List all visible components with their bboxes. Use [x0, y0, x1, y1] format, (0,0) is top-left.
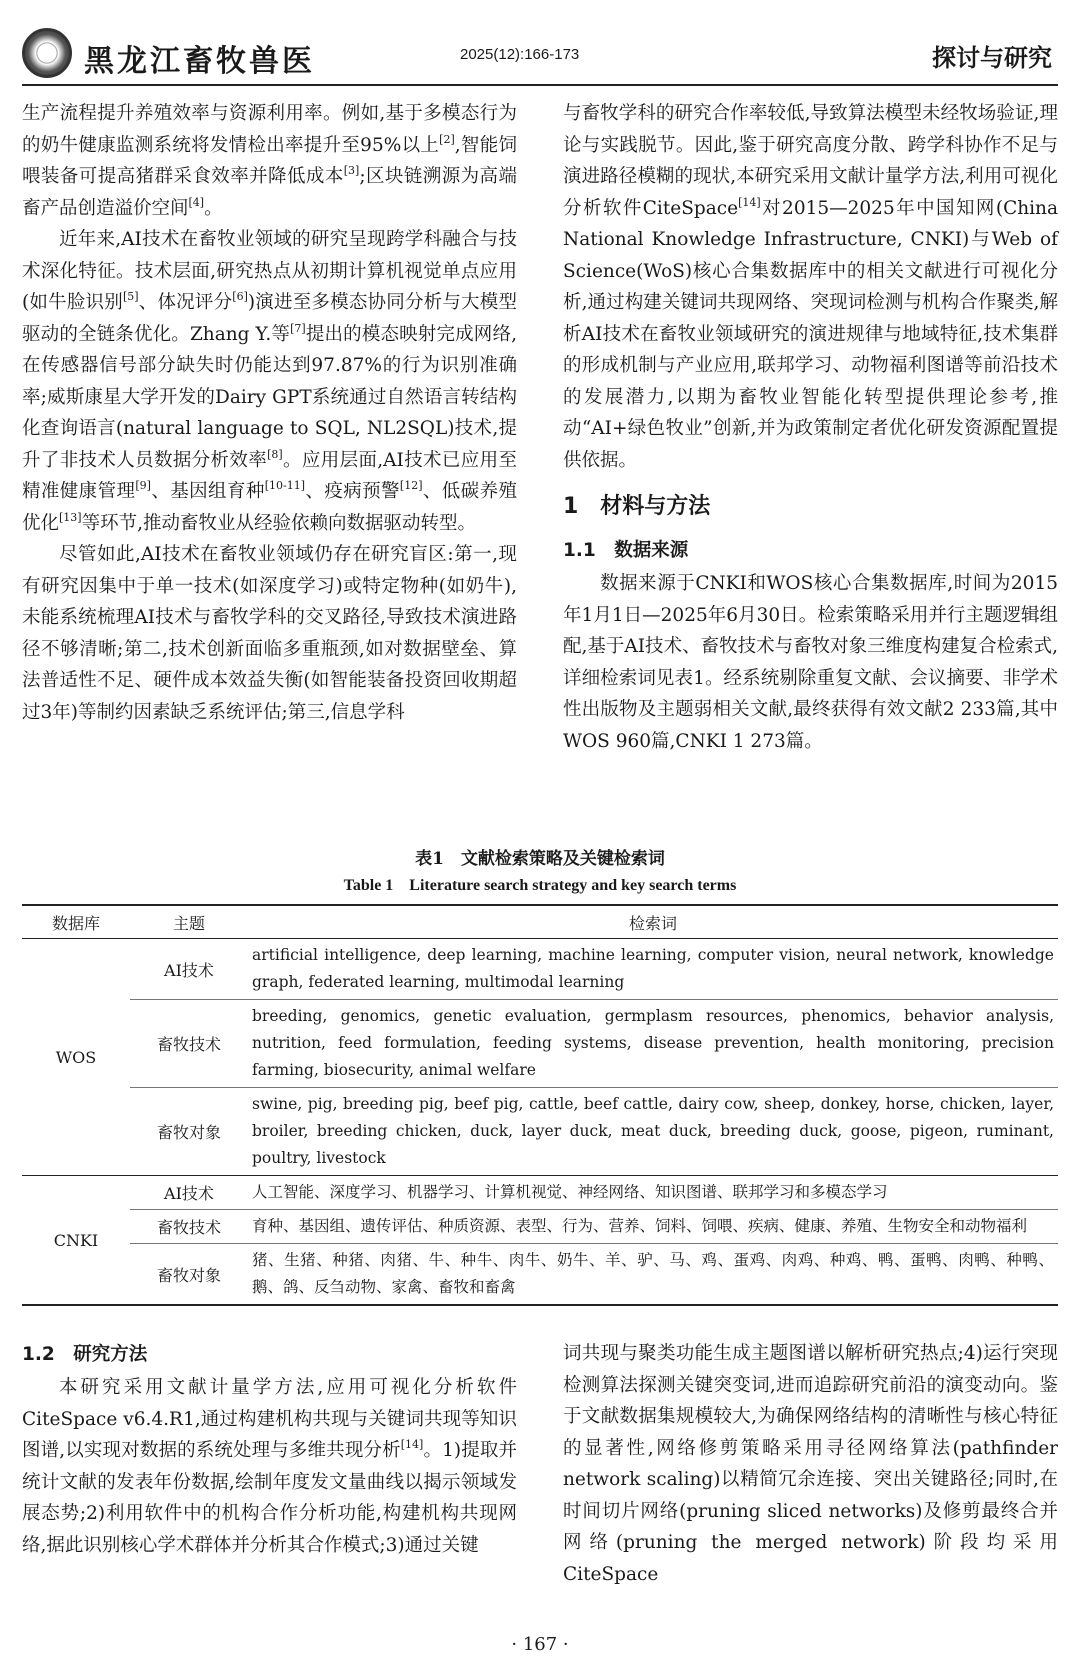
table-row [22, 1244, 1058, 1306]
topic-cell: AI技术 [130, 939, 248, 1000]
topic-cell: AI技术 [130, 1176, 248, 1210]
topic-cell: 畜牧对象 [130, 1244, 248, 1306]
paragraph: 数据来源于CNKI和WOS核心合集数据库,时间为2015年1月1日—2025年6月30日。检索策略采用并行主题逻辑组配,基于AI技术、畜牧技术与畜牧对象三维度构建复合检索式,详细检索词见表1。经系统剔除重复文献、会议摘要、非学术性出版物及主题弱相关文献,最终获得有效文献2 233篇,其中WOS 960篇,CNKI 1 273篇。 [563, 573, 1058, 752]
journal-name: 黑龙江畜牧兽医 [84, 44, 315, 79]
table-header-cell: 主题 [130, 905, 248, 939]
subsection-heading: 1.1 数据来源 [563, 540, 689, 561]
page-number: · 167 · [511, 1634, 569, 1655]
topic-cell: 畜牧技术 [130, 1000, 248, 1088]
search-terms-table [22, 904, 1058, 1306]
section-title: 探讨与研究 [932, 44, 1052, 72]
table-caption-en: Table 1 Literature search strategy and key search terms [343, 877, 737, 894]
table-row [22, 1088, 1058, 1176]
table-row [22, 1000, 1058, 1088]
left-column-bottom [22, 1338, 517, 1561]
table-header-row [22, 905, 1058, 939]
topic-cell: 畜牧对象 [130, 1088, 248, 1176]
paragraph: 尽管如此,AI技术在畜牧业领域仍存在研究盲区:第一,现有研究因集中于单一技术(如深度学习)或特定物种(如奶牛),未能系统梳理AI技术与畜牧学科的交叉路径,导致技术演进路径不够清晰;第二,技术创新面临多重瓶颈,如对数据壁垒、算法普适性不足、硬件成本效益失衡(如智能装备投资回收期超过3年)等制约因素缺乏系统评估;第三,信息学科 [22, 544, 517, 723]
left-column-top [22, 98, 517, 728]
subsection-heading: 1.2 研究方法 [22, 1344, 148, 1365]
issue-info: 2025(12):166-173 [460, 46, 580, 63]
table-row [22, 1176, 1058, 1210]
database-cell: WOS [22, 939, 130, 1176]
table-row [22, 939, 1058, 1000]
terms-cell: swine, pig, breeding pig, beef pig, cattle, beef cattle, dairy cow, sheep, donkey, horse, chicken, layer, broiler, breeding chicken, duck, layer duck, meat duck, breeding duck, goose, pigeon, ruminant, poultry, livestock [248, 1088, 1058, 1176]
table-header-cell: 检索词 [248, 905, 1058, 939]
paragraph: 与畜牧学科的研究合作率较低,导致算法模型未经牧场验证,理论与实践脱节。因此,鉴于研究高度分散、跨学科协作不足与演进路径模糊的现状,本研究采用文献计量学方法,利用可视化分析软件CiteSpace[14]对2015—2025年中国知网(China National Knowledge Infrastructure, CNKI)与Web of Science(WoS)核心合集数据库中的相关文献进行可视化分析,通过构建关键词共现网络、突现词检测与机构合作聚类,解析AI技术在畜牧业领域研究的演进规律与地域特征,技术集群的形成机制与产业应用,联邦学习、动物福利图谱等前沿技术的发展潜力,以期为畜牧业智能化转型提供理论参考,推动“AI+绿色牧业”创新,并为政策制定者优化研发资源配置提供依据。 [563, 103, 1059, 471]
header-rule [22, 84, 1058, 86]
paragraph: 近年来,AI技术在畜牧业领域的研究呈现跨学科融合与技术深化特征。技术层面,研究热点从初期计算机视觉单点应用(如牛脸识别[5]、体况评分[6])演进至多模态协同分析与大模型驱动的全链条优化。Zhang Y.等[7]提出的模态映射完成网络,在传感器信号部分缺失时仍能达到97.87%的行为识别准确率;威斯康星大学开发的Dairy GPT系统通过自然语言转结构化查询语言(natural language to SQL, NL2SQL)技术,提升了非技术人员数据分析效率[8]。应用层面,AI技术已应用至精准健康管理[9]、基因组育种[10-11]、疫病预警[12]、低碳养殖优化[13]等环节,推动畜牧业从经验依赖向数据驱动转型。 [22, 229, 517, 534]
paragraph: 生产流程提升养殖效率与资源利用率。例如,基于多模态行为的奶牛健康监测系统将发情检出率提升至95%以上[2],智能饲喂装备可提高猪群采食效率并降低成本[3];区块链溯源为高端畜产品创造溢价空间[4]。 [22, 103, 517, 219]
right-column-top [563, 98, 1058, 757]
terms-cell: artificial intelligence, deep learning, machine learning, computer vision, neural network, knowledge graph, federated learning, multimodal learning [248, 939, 1058, 1000]
topic-cell: 畜牧技术 [130, 1210, 248, 1244]
paragraph: 本研究采用文献计量学方法,应用可视化分析软件CiteSpace v6.4.R1,通过构建机构共现与关键词共现等知识图谱,以实现对数据的系统处理与多维共现分析[14]。1)提取并统计文献的发表年份数据,绘制年度发文量曲线以揭示领域发展态势;2)利用软件中的机构合作分析功能,构建机构共现网络,据此识别核心学术群体并分析其合作模式;3)通过关键 [22, 1377, 517, 1556]
terms-cell: 人工智能、深度学习、机器学习、计算机视觉、神经网络、知识图谱、联邦学习和多模态学习 [248, 1176, 1058, 1210]
table-caption-cn: 表1 文献检索策略及关键检索词 [415, 849, 665, 869]
page-header [0, 0, 1080, 104]
section-heading: 1 材料与方法 [563, 494, 711, 519]
terms-cell: 育种、基因组、遗传评估、种质资源、表型、行为、营养、饲料、饲喂、疾病、健康、养殖、生物安全和动物福利 [248, 1210, 1058, 1244]
journal-logo-icon [22, 28, 72, 78]
terms-cell: 猪、生猪、种猪、肉猪、牛、种牛、肉牛、奶牛、羊、驴、马、鸡、蛋鸡、肉鸡、种鸡、鸭、蛋鸭、肉鸭、种鸭、鹅、鸽、反刍动物、家禽、畜牧和畜禽 [248, 1244, 1058, 1306]
table-row [22, 1210, 1058, 1244]
terms-cell: breeding, genomics, genetic evaluation, germplasm resources, phenomics, behavior analysis, nutrition, feed formulation, feeding systems, disease prevention, health monitoring, precision farming, biosecurity, animal welfare [248, 1000, 1058, 1088]
right-column-bottom [563, 1338, 1058, 1590]
database-cell: CNKI [22, 1176, 130, 1306]
table-header-cell: 数据库 [22, 905, 130, 939]
paragraph: 词共现与聚类功能生成主题图谱以解析研究热点;4)运行突现检测算法探测关键突变词,进而追踪研究前沿的演变动向。鉴于文献数据集规模较大,为确保网络结构的清晰性与核心特征的显著性,网络修剪策略采用寻径网络算法(pathfinder network scaling)以精简冗余连接、突出关键路径;同时,在时间切片网络(pruning sliced networks)及修剪最终合并网络(pruning the merged network)阶段均采用CiteSpace [563, 1343, 1058, 1585]
